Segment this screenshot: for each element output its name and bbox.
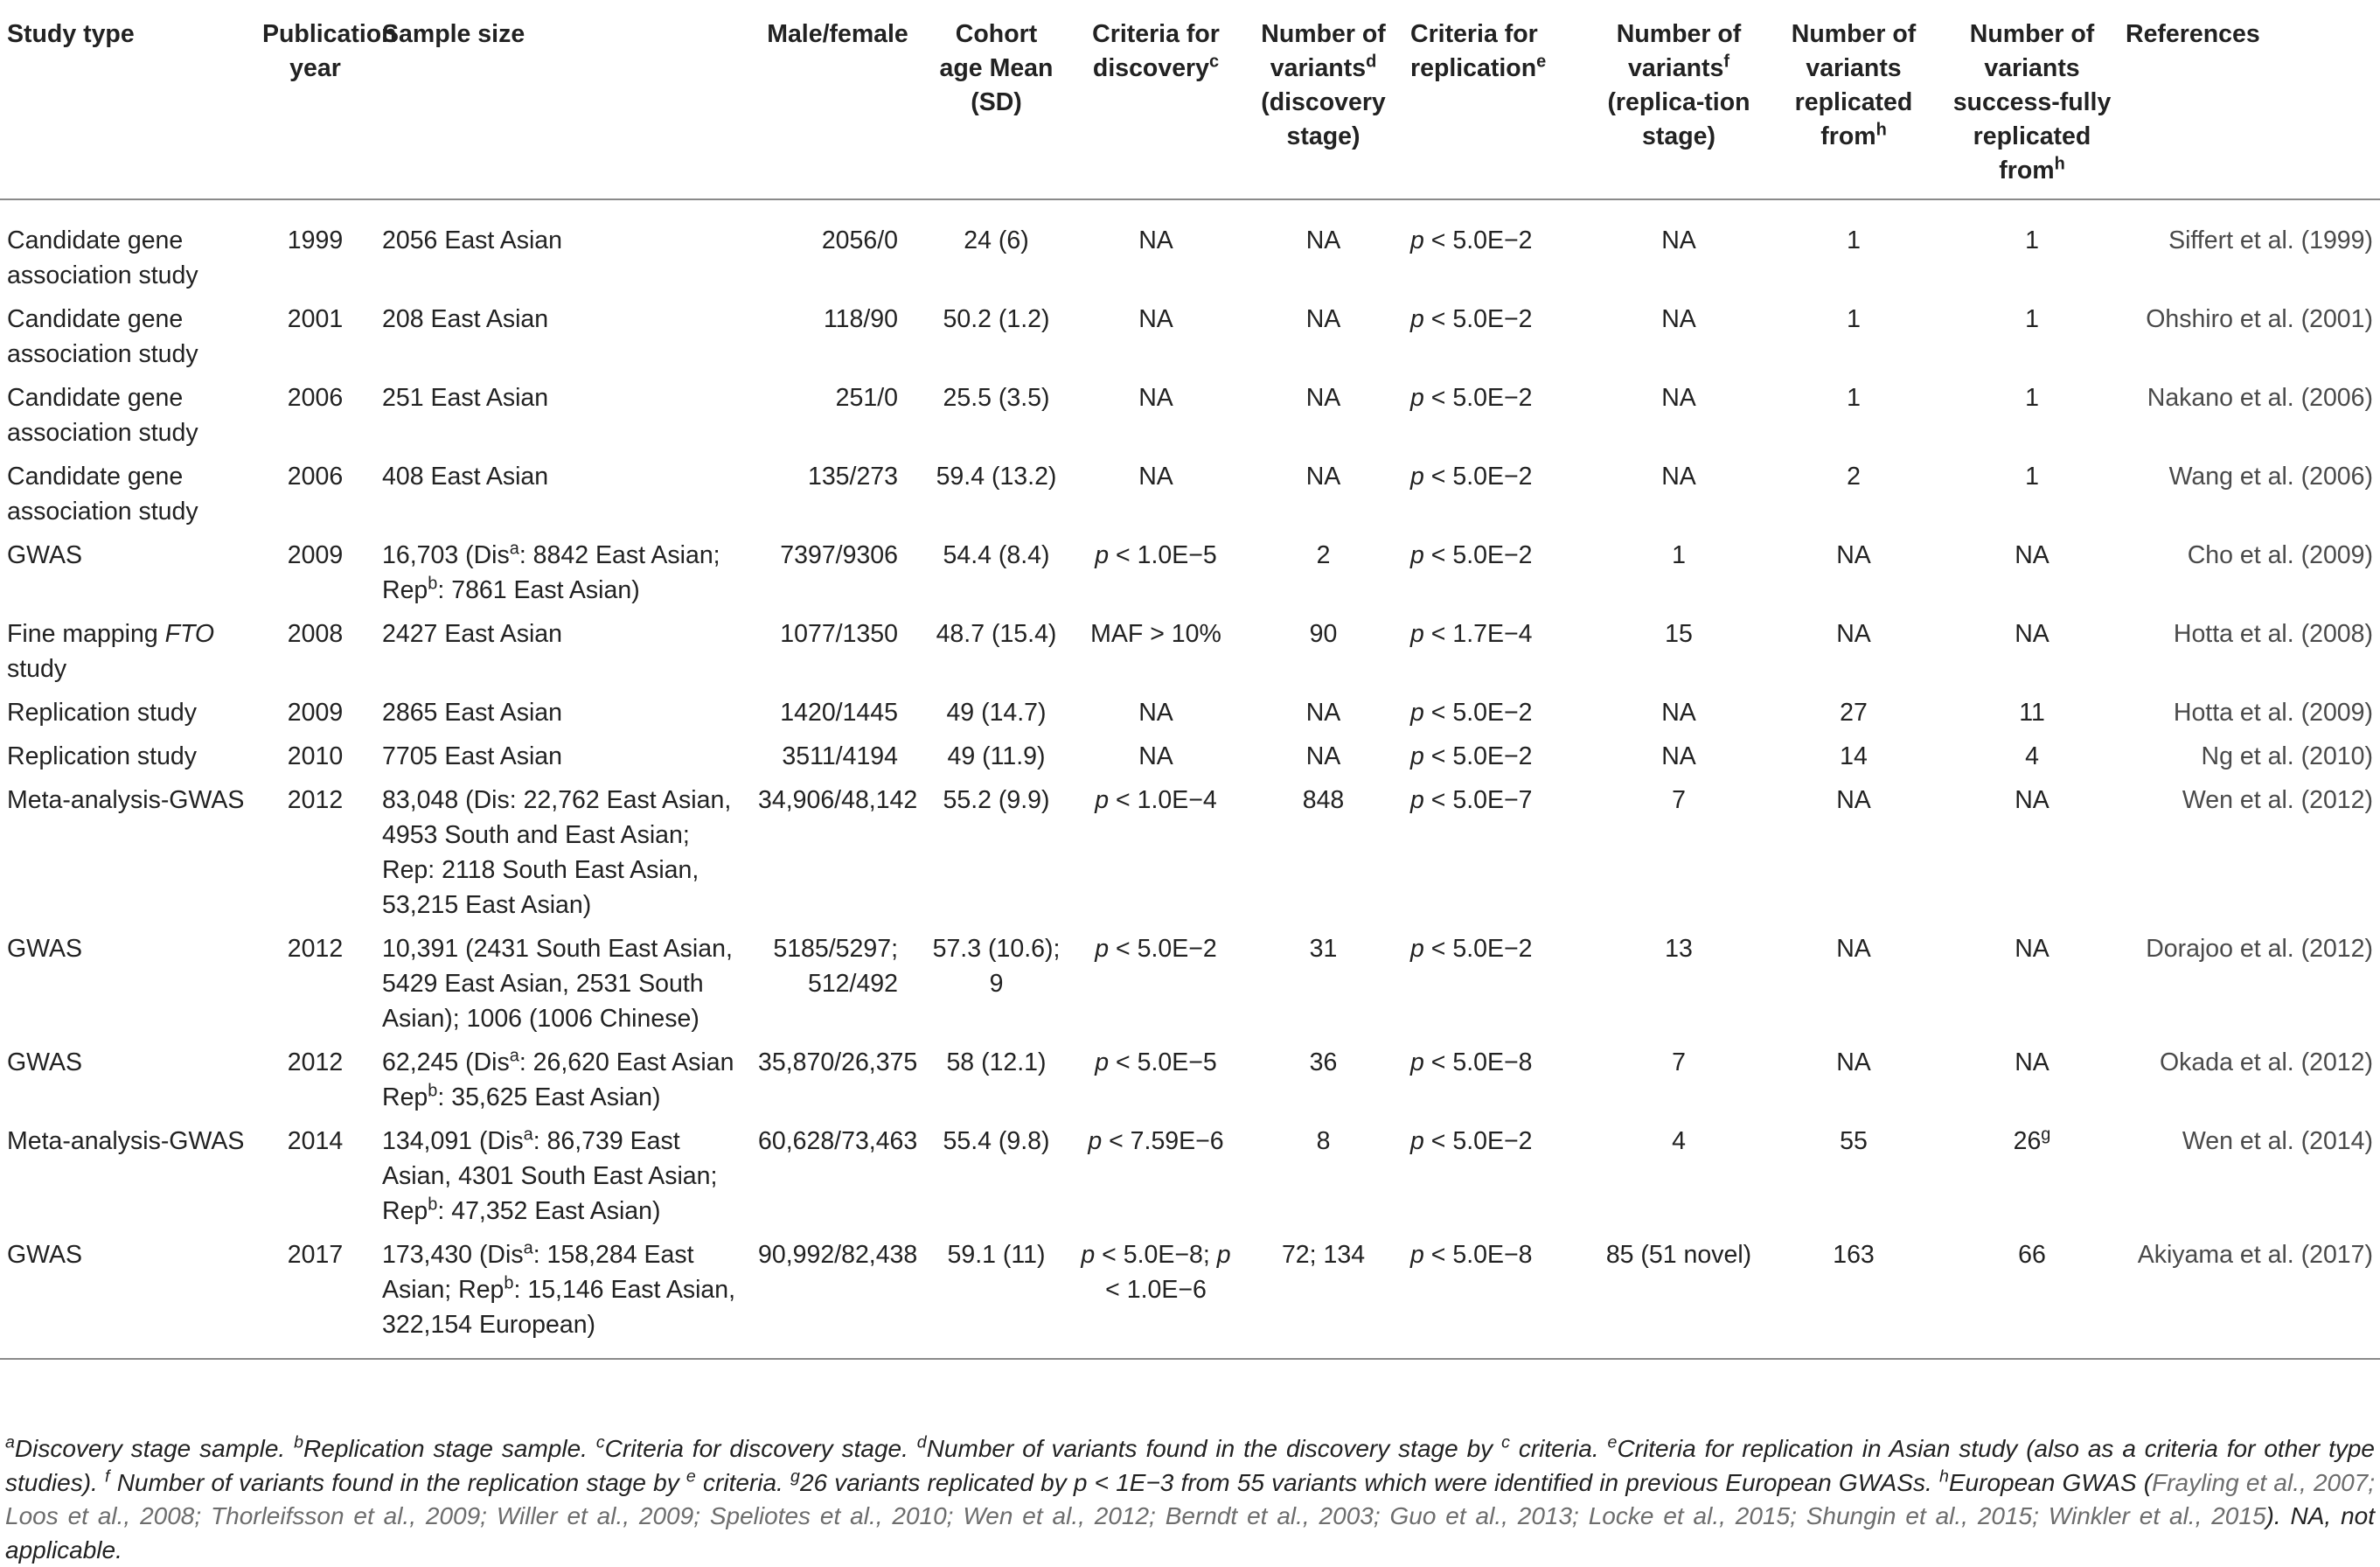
header-variants-discovery: Number of variants$^d$ (discovery stage) <box>1243 12 1403 199</box>
cell-cohort-age: 59.4 (13.2) <box>936 463 1057 491</box>
cell-male-female: 2056/0 <box>821 226 898 254</box>
cell-study-type: GWAS <box>7 541 83 569</box>
cell-male-female: 1420/1445 <box>780 699 898 727</box>
cell-variants-replication: NA <box>1661 305 1696 333</box>
cell-publication-year: 2012 <box>287 786 344 814</box>
cell-male-female: 35,870/26,375 <box>758 1048 918 1076</box>
cell-variants-discovery: NA <box>1305 305 1341 333</box>
header-study-type: Study type <box>0 12 255 199</box>
table-row <box>0 734 2380 777</box>
cell-references: Wen et al. (2014) <box>2182 1127 2373 1155</box>
footnote-h-pre: European GWAS ( <box>1948 1468 2153 1496</box>
cell-variants-replicated-from: 14 <box>1840 742 1868 770</box>
cell-variants-successfully-replicated: 1 <box>2025 305 2039 333</box>
cell-criteria-replication: p < 5.0E−7 <box>1410 786 1533 814</box>
cell-variants-replication: 7 <box>1672 1048 1686 1076</box>
cell-references: Cho et al. (2009) <box>2187 541 2373 569</box>
cell-criteria-replication: p < 5.0E−2 <box>1410 541 1533 569</box>
cell-study-type: Replication study <box>7 742 198 770</box>
cell-publication-year: 2001 <box>287 305 344 333</box>
cell-variants-successfully-replicated: 66 <box>1945 1232 2119 1359</box>
header-publication-year: Publication year <box>255 12 375 199</box>
cell-sample-size: 83,048 (Dis: 22,762 East Asian, 4953 South and East Asian; Rep: 2118 South East Asian, 53,215 East Asian) <box>382 786 732 919</box>
cell-references: Wang et al. (2006) <box>2168 463 2373 491</box>
footnote-d-pre: Number of variants found in the discovery stage by <box>926 1435 1493 1462</box>
cell-variants-successfully-replicated: NA <box>2015 541 2049 569</box>
cell-sample-size: 134,091 (Dis$^a$: 86,739 East Asian, 4301 South East Asian; Rep$^b$: 47,352 East Asian) <box>382 1125 718 1225</box>
cell-variants-discovery: 31 <box>1309 935 1338 963</box>
cell-variants-replicated-from: NA <box>1836 935 1871 963</box>
cell-publication-year: 1999 <box>287 226 344 254</box>
cell-male-female: 34,906/48,142 <box>758 786 918 814</box>
cell-cohort-age: 49 (14.7) <box>946 699 1047 727</box>
cell-references: Dorajoo et al. (2012) <box>2146 935 2373 963</box>
cell-variants-replication: 4 <box>1672 1127 1686 1155</box>
cell-sample-size: 7705 East Asian <box>382 742 562 770</box>
cell-variants-replication: NA <box>1661 463 1696 491</box>
table-row <box>0 1040 2380 1118</box>
cell-publication-year: 2009 <box>287 699 344 727</box>
cell-references: Ohshiro et al. (2001) <box>2146 305 2373 333</box>
cell-criteria-replication: p < 5.0E−2 <box>1410 1127 1533 1155</box>
cell-study-type: Replication study <box>7 699 198 727</box>
cell-variants-replicated-from: 2 <box>1847 463 1861 491</box>
cell-variants-discovery: NA <box>1305 463 1341 491</box>
table-row <box>0 375 2380 454</box>
cell-publication-year: 2006 <box>287 384 344 412</box>
cell-variants-discovery: NA <box>1305 742 1341 770</box>
cell-criteria-discovery: NA <box>1138 384 1173 412</box>
cell-variants-replication: NA <box>1661 226 1696 254</box>
cell-criteria-discovery: p < 7.59E−6 <box>1088 1127 1224 1155</box>
cell-variants-discovery: NA <box>1305 384 1341 412</box>
cell-variants-discovery: 848 <box>1302 786 1345 814</box>
table-row <box>0 454 2380 533</box>
cell-variants-replication: NA <box>1661 384 1696 412</box>
cell-study-type: Candidate gene association study <box>7 305 198 368</box>
cell-cohort-age: 54.4 (8.4) <box>943 541 1050 569</box>
study-table <box>0 12 2380 1360</box>
cell-criteria-replication: p < 1.7E−4 <box>1410 620 1533 648</box>
table-row <box>0 199 2380 296</box>
cell-publication-year: 2009 <box>287 541 344 569</box>
cell-variants-replication: 13 <box>1665 935 1693 963</box>
cell-criteria-replication: p < 5.0E−8 <box>1410 1048 1533 1076</box>
cell-publication-year: 2012 <box>287 935 344 963</box>
table-row <box>0 611 2380 690</box>
cell-variants-replicated-from: 55 <box>1840 1127 1868 1155</box>
cell-variants-discovery: NA <box>1305 226 1341 254</box>
cell-sample-size: 2056 East Asian <box>382 226 562 254</box>
cell-publication-year: 2017 <box>255 1232 375 1359</box>
cell-study-type: Meta-analysis-GWAS <box>7 1127 245 1155</box>
header-variants-successfully-replicated: Number of variants success-fully replicated from$^h$ <box>1945 12 2119 199</box>
cell-references: Hotta et al. (2008) <box>2173 620 2373 648</box>
cell-criteria-discovery: NA <box>1138 699 1173 727</box>
cell-variants-successfully-replicated: 11 <box>2019 699 2045 727</box>
cell-references: Akiyama et al. (2017) <box>2119 1232 2380 1359</box>
cell-male-female: 7397/9306 <box>780 541 898 569</box>
cell-cohort-age: 48.7 (15.4) <box>936 620 1057 648</box>
cell-variants-replicated-from: NA <box>1836 786 1871 814</box>
cell-sample-size: 62,245 (Dis$^a$: 26,620 East Asian Rep$^b$: 35,625 East Asian) <box>382 1046 734 1111</box>
cell-study-type: Candidate gene association study <box>7 384 198 447</box>
cell-criteria-discovery: NA <box>1138 305 1173 333</box>
cell-variants-replicated-from: 163 <box>1762 1232 1945 1359</box>
cell-variants-discovery: 90 <box>1309 620 1338 648</box>
footnote-h-post: ). NA, not applicable. <box>5 1502 2375 1564</box>
footnote-c: Criteria for discovery stage. <box>604 1435 908 1462</box>
cell-criteria-discovery: p < 1.0E−4 <box>1095 786 1217 814</box>
cell-variants-successfully-replicated: NA <box>2015 786 2049 814</box>
table-body <box>0 199 2380 1359</box>
cell-variants-replication: 1 <box>1672 541 1686 569</box>
footnote-b: Replication stage sample. <box>303 1435 588 1462</box>
cell-references: Hotta et al. (2009) <box>2173 699 2373 727</box>
cell-variants-successfully-replicated: NA <box>2015 935 2049 963</box>
cell-study-type: Meta-analysis-GWAS <box>7 786 245 814</box>
cell-criteria-replication: p < 5.0E−2 <box>1410 935 1533 963</box>
cell-variants-discovery: NA <box>1305 699 1341 727</box>
cell-sample-size: 2865 East Asian <box>382 699 562 727</box>
footnote-a: Discovery stage sample. <box>14 1435 286 1462</box>
cell-variants-successfully-replicated: 1 <box>2025 384 2039 412</box>
cell-cohort-age: 55.4 (9.8) <box>943 1127 1050 1155</box>
header-variants-replicated-from: Number of variants replicated from$^h$ <box>1762 12 1945 199</box>
cell-variants-replication: 85 (51 novel) <box>1596 1232 1762 1359</box>
cell-criteria-replication: p < 5.0E−2 <box>1410 226 1533 254</box>
cell-male-female: 135/273 <box>807 463 898 491</box>
cell-cohort-age: 24 (6) <box>964 226 1029 254</box>
cell-criteria-discovery: MAF > 10% <box>1090 620 1221 648</box>
cell-sample-size: 2427 East Asian <box>382 620 562 648</box>
cell-criteria-replication: p < 5.0E−2 <box>1410 384 1533 412</box>
header-male-female: Male/female <box>751 12 924 199</box>
cell-publication-year: 2014 <box>287 1127 344 1155</box>
cell-male-female: 118/90 <box>823 305 898 333</box>
footnote-f-pre: Number of variants found in the replication stage by <box>116 1468 679 1496</box>
cell-variants-replicated-from: 1 <box>1847 226 1861 254</box>
table-row <box>0 1118 2380 1232</box>
footnote-d-post: criteria. <box>1518 1435 1599 1462</box>
cell-sample-size: 173,430 (Dis$^a$: 158,284 East Asian; Rep$^b$: 15,146 East Asian, 322,154 European) <box>375 1232 751 1359</box>
cell-variants-discovery: 72; 134 <box>1243 1232 1403 1359</box>
cell-variants-replicated-from: NA <box>1836 1048 1871 1076</box>
cell-variants-successfully-replicated: NA <box>2015 1048 2049 1076</box>
cell-variants-replicated-from: NA <box>1836 620 1871 648</box>
cell-references: Wen et al. (2012) <box>2182 786 2373 814</box>
cell-male-female: 251/0 <box>835 384 898 412</box>
cell-publication-year: 2006 <box>287 463 344 491</box>
cell-variants-successfully-replicated: 26$^g$ <box>2013 1125 2051 1155</box>
cell-criteria-replication: p < 5.0E−8 <box>1403 1232 1596 1359</box>
cell-criteria-replication: p < 5.0E−2 <box>1410 463 1533 491</box>
table-header <box>0 12 2380 199</box>
header-criteria-replication: Criteria for replication$^e$ <box>1403 12 1596 199</box>
footnotes: $^a$Discovery stage sample. $^b$Replication stage sample. $^c$Criteria for discovery stage. $^d$Number of variants found in the discovery stage by $^c$ criteria. $^e$Criteria for replication in Asian study (also as a criteria for other type studies). $^f$ Number of variants found in the replication stage by $^e$ criteria. $^g$26 variants replicated by p < 1E−3 from 55 variants which were identified in previous European GWASs. $^h$European GWAS (Frayling et al., 2007; Loos et al., 2008; Thorleifsson et al., 2009; Willer et al., 2009; Speliotes et al., 2010; Wen et al., 2012; Berndt et al., 2003; Guo et al., 2013; Locke et al., 2015; Shungin et al., 2015; Winkler et al., 2015). NA, not applicable. <box>5 1432 2376 1564</box>
cell-sample-size: 208 East Asian <box>382 305 549 333</box>
table-row <box>0 690 2380 734</box>
cell-publication-year: 2008 <box>287 620 344 648</box>
cell-cohort-age: 59.1 (11) <box>924 1232 1068 1359</box>
cell-variants-successfully-replicated: 4 <box>2025 742 2039 770</box>
cell-publication-year: 2010 <box>287 742 344 770</box>
cell-references: Nakano et al. (2006) <box>2147 384 2373 412</box>
cell-study-type: GWAS <box>0 1232 255 1359</box>
cell-cohort-age: 55.2 (9.9) <box>943 786 1050 814</box>
cell-variants-successfully-replicated: 1 <box>2025 463 2039 491</box>
cell-sample-size: 16,703 (Dis$^a$: 8842 East Asian; Rep$^b$: 7861 East Asian) <box>382 539 720 604</box>
header-row <box>0 12 2380 199</box>
cell-criteria-discovery: NA <box>1138 742 1173 770</box>
cell-variants-replicated-from: 27 <box>1840 699 1868 727</box>
header-sample-size: Sample size <box>375 12 751 199</box>
header-cohort-age: Cohort age Mean (SD) <box>924 12 1068 199</box>
cell-study-type: GWAS <box>7 1048 83 1076</box>
cell-male-female: 5185/5297; 512/492 <box>773 935 898 998</box>
cell-male-female: 60,628/73,463 <box>758 1127 918 1155</box>
header-criteria-discovery: Criteria for discovery$^c$ <box>1068 12 1243 199</box>
cell-male-female: 3511/4194 <box>782 742 898 770</box>
cell-sample-size: 10,391 (2431 South East Asian, 5429 East Asian, 2531 South Asian); 1006 (1006 Chinese) <box>382 935 733 1033</box>
cell-cohort-age: 49 (11.9) <box>947 742 1046 770</box>
cell-cohort-age: 58 (12.1) <box>946 1048 1047 1076</box>
cell-variants-replication: 15 <box>1665 620 1693 648</box>
cell-cohort-age: 50.2 (1.2) <box>943 305 1050 333</box>
table-row <box>0 926 2380 1040</box>
cell-variants-successfully-replicated: 1 <box>2025 226 2039 254</box>
cell-variants-replicated-from: 1 <box>1847 384 1861 412</box>
cell-references: Siffert et al. (1999) <box>2168 226 2373 254</box>
cell-criteria-discovery: p < 5.0E−2 <box>1095 935 1217 963</box>
cell-criteria-discovery: NA <box>1138 226 1173 254</box>
cell-male-female: 90,992/82,438 <box>751 1232 924 1359</box>
cell-study-type: Candidate gene association study <box>7 226 198 289</box>
cell-criteria-replication: p < 5.0E−2 <box>1410 742 1533 770</box>
cell-study-type: GWAS <box>7 935 83 963</box>
cell-references: Ng et al. (2010) <box>2201 742 2373 770</box>
cell-variants-discovery: 2 <box>1316 541 1331 569</box>
table-row <box>0 296 2380 375</box>
footnote-e: Criteria for replication in Asian study (also as a criteria for other type studies). <box>5 1435 2376 1496</box>
cell-variants-replicated-from: NA <box>1836 541 1871 569</box>
cell-sample-size: 251 East Asian <box>382 384 549 412</box>
cell-sample-size: 408 East Asian <box>382 463 549 491</box>
cell-variants-replicated-from: 1 <box>1847 305 1861 333</box>
table-row <box>0 1232 2380 1359</box>
cell-criteria-discovery: NA <box>1138 463 1173 491</box>
cell-study-type: Candidate gene association study <box>7 463 198 526</box>
cell-references: Okada et al. (2012) <box>2160 1048 2373 1076</box>
cell-variants-successfully-replicated: NA <box>2015 620 2049 648</box>
cell-criteria-discovery: p < 5.0E−5 <box>1095 1048 1217 1076</box>
header-variants-replication: Number of variants$^f$ (replica-tion stage) <box>1596 12 1762 199</box>
footnote-h-citations: Frayling et al., 2007; Loos et al., 2008; Thorleifsson et al., 2009; Willer et al., 2009; Speliotes et al., 2010; Wen et al., 2012; Berndt et al., 2003; Guo et al., 2013; Locke et al., 2015; Shungin et al., 2015; Winkler et al., 2015 <box>5 1468 2376 1529</box>
table-row <box>0 777 2380 926</box>
cell-male-female: 1077/1350 <box>780 620 898 648</box>
cell-cohort-age: 25.5 (3.5) <box>943 384 1050 412</box>
cell-criteria-discovery: p < 5.0E−8; p < 1.0E−6 <box>1068 1232 1243 1359</box>
cell-cohort-age: 57.3 (10.6); 9 <box>932 935 1061 998</box>
table-row <box>0 533 2380 611</box>
footnote-g: 26 variants replicated by p < 1E−3 from 55 variants which were identified in previous European GWASs. <box>799 1468 1932 1496</box>
cell-criteria-replication: p < 5.0E−2 <box>1410 699 1533 727</box>
cell-variants-discovery: 36 <box>1309 1048 1338 1076</box>
cell-variants-replication: 7 <box>1672 786 1686 814</box>
footnote-f-post: criteria. <box>703 1468 783 1496</box>
header-references: References <box>2119 12 2380 199</box>
cell-variants-replication: NA <box>1661 742 1696 770</box>
cell-variants-replication: NA <box>1661 699 1696 727</box>
cell-study-type: Fine mapping FTO study <box>7 620 215 683</box>
cell-variants-discovery: 8 <box>1316 1127 1331 1155</box>
cell-criteria-replication: p < 5.0E−2 <box>1410 305 1533 333</box>
cell-publication-year: 2012 <box>287 1048 344 1076</box>
cell-criteria-discovery: p < 1.0E−5 <box>1095 541 1217 569</box>
